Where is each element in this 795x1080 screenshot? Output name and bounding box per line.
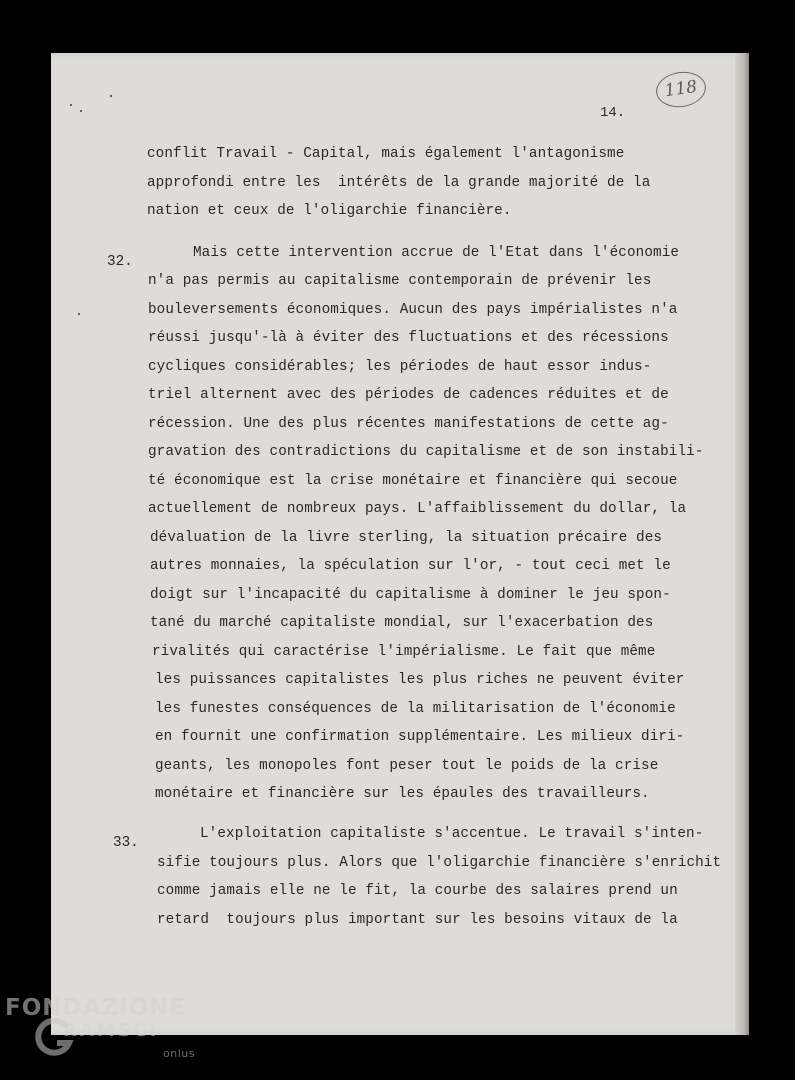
logo-line1: FONDAZIONE [5,995,187,1021]
text-line: les funestes conséquences de la militarisation de l'économie [155,701,676,717]
text-line: retard toujours plus important sur les besoins vitaux de la [157,912,678,928]
text-line: té économique est la crise monétaire et financière qui secoue [148,473,678,489]
paragraph-number: 32. [107,254,133,270]
text-line: dévaluation de la livre sterling, la situation précaire des [150,530,663,546]
page-edge-shadow [735,53,749,1035]
text-line: n'a pas permis au capitalisme contemporain de prévenir les [148,273,652,289]
text-line: les puissances capitalistes les plus riches ne peuvent éviter [155,672,685,688]
text-line: tané du marché capitaliste mondial, sur l'exacerbation des [150,615,654,631]
logo-line2: RAMSCI [63,1020,160,1041]
text-line: doigt sur l'incapacité du capitalisme à dominer le jeu spon- [150,587,671,603]
text-line: rivalités qui caractérise l'impérialisme. Le fait que même [152,644,656,660]
text-line: en fournit une confirmation supplémentaire. Les milieux diri- [155,729,685,745]
text-line: geants, les monopoles font peser tout le poids de la crise [155,758,659,774]
text-line: approfondi entre les intérêts de la grande majorité de la [147,175,651,191]
page-number: 14. [600,105,626,121]
logo-suffix: onlus [163,1047,195,1060]
text-line: autres monnaies, la spéculation sur l'or, - tout ceci met le [150,558,671,574]
text-line: récession. Une des plus récentes manifestations de cette ag- [148,416,669,432]
text-line: comme jamais elle ne le fit, la courbe des salaires prend un [157,883,678,899]
text-line: actuellement de nombreux pays. L'affaiblissement du dollar, la [148,501,687,517]
text-line: Mais cette intervention accrue de l'Etat dans l'économie [193,245,680,261]
paper-speck [78,313,80,315]
paragraph-number: 33. [113,835,139,851]
text-line: conflit Travail - Capital, mais également l'antagonisme [147,146,625,162]
text-line: réussi jusqu'-là à éviter des fluctuations et des récessions [148,330,669,346]
text-line: gravation des contradictions du capitalisme et de son instabili- [148,444,704,460]
text-line: nation et ceux de l'oligarchie financière. [147,203,512,219]
paper-speck [110,95,112,97]
text-line: cycliques considérables; les périodes de haut essor indus- [148,359,652,375]
text-line: triel alternent avec des périodes de cadences réduites et de [148,387,669,403]
archive-stamp: 118 [654,69,708,111]
text-line: L'exploitation capitaliste s'accentue. Le travail s'inten- [200,826,704,842]
paper-speck [80,110,82,112]
text-line: bouleversements économiques. Aucun des pays impérialistes n'a [148,302,678,318]
text-line: sifie toujours plus. Alors que l'oligarchie financière s'enrichit [157,855,722,871]
paper-speck [70,104,72,106]
text-line: monétaire et financière sur les épaules des travailleurs. [155,786,650,802]
